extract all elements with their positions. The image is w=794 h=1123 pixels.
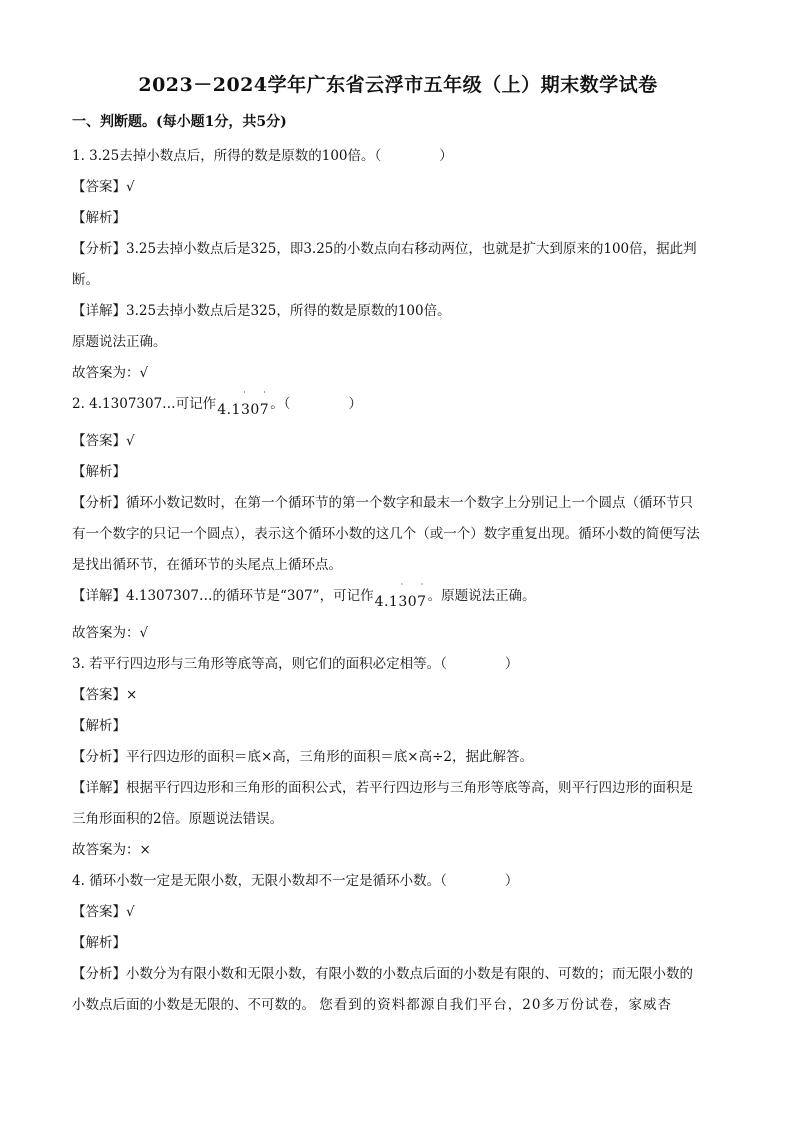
repeating-decimal: · · 4.1307: [217, 388, 270, 418]
question-stem: 1. 3.25去掉小数点后，所得的数是原数的100倍。（ ）: [72, 148, 453, 164]
repeat-dot: ·: [420, 580, 424, 589]
analysis-extra: 原题说法正确。: [72, 334, 167, 350]
conclusion-line: 故答案为：√: [72, 365, 149, 381]
analysis-detail: 【详解】根据平行四边形和三角形的面积公式，若平行四边形与三角形等底等高，则平行四边形的面积是 三角形面积的2倍。原题说法错误。: [72, 780, 693, 827]
answer-line: 【答案】√: [72, 179, 135, 195]
repeating-decimal: · · 4.1307: [374, 580, 427, 610]
analysis-fenxi: 【分析】平行四边形的面积＝底×高，三角形的面积＝底×高÷2，据此解答。: [72, 749, 534, 765]
question-stem: 3. 若平行四边形与三角形等底等高，则它们的面积必定相等。（ ）: [72, 656, 519, 672]
analysis-heading: 【解析】: [72, 935, 126, 951]
question-1: [72, 141, 724, 389]
analysis-fenxi: 【分析】小数分为有限小数和无限小数，有限小数的小数点后面的小数是有限的、可数的；而无限小数的 小数点后面的小数是无限的、不可数的。 您看到的资料都源自我们平台，20多万份试卷，家威杏: [72, 966, 693, 1013]
repeat-dot: ·: [243, 388, 247, 397]
watermark-text: 您看到的资料都源自我们平台，20多万份试卷，家威杏: [319, 997, 672, 1013]
analysis-detail: 【详解】4.1307307…的循环节是“307”，可记作 · · 4.1307。原题说法正确。: [72, 581, 724, 618]
question-2: [72, 389, 724, 649]
question-4: [72, 866, 724, 1021]
question-3: [72, 649, 724, 866]
answer-line: 【答案】×: [72, 687, 138, 703]
analysis-fenxi: 【分析】循环小数记数时，在第一个循环节的第一个数字和最末一个数字上分别记上一个圆点（循环节只 有一个数字的只记一个圆点），表示这个循环小数的这几个（或一个）数字重复出现。循环小数的简便写法 是找出循环节，在循环节的头尾点上循环点。: [72, 495, 700, 573]
analysis-detail: 【详解】3.25去掉小数点后是325，所得的数是原数的100倍。: [72, 303, 451, 319]
question-stem: 2. 4.1307307…可记作 · · 4.1307。（ ）: [72, 389, 724, 426]
answer-value: √: [126, 179, 135, 195]
conclusion-line: 故答案为：×: [72, 842, 151, 858]
analysis-heading: 【解析】: [72, 210, 126, 226]
analysis-fenxi: 【分析】3.25去掉小数点后是325，即3.25的小数点向右移动两位，也就是扩大到原来的100倍，据此判 断。: [72, 241, 697, 288]
section-heading: 一、判断题。(每小题1分，共5分): [72, 114, 287, 130]
answer-value: √: [126, 904, 135, 920]
page-title: 2023－2024学年广东省云浮市五年级（上）期末数学试卷: [138, 74, 658, 96]
repeat-dot: ·: [263, 388, 267, 397]
answer-line: 【答案】√: [72, 433, 135, 449]
document-page: [72, 60, 724, 1021]
answer-value: ×: [126, 687, 138, 703]
answer-line: 【答案】√: [72, 904, 135, 920]
analysis-heading: 【解析】: [72, 464, 126, 480]
analysis-heading: 【解析】: [72, 718, 126, 734]
question-stem: 4. 循环小数一定是无限小数，无限小数却不一定是循环小数。（ ）: [72, 873, 519, 889]
conclusion-line: 故答案为：√: [72, 625, 149, 641]
answer-value: √: [126, 433, 135, 449]
repeat-dot: ·: [400, 580, 404, 589]
